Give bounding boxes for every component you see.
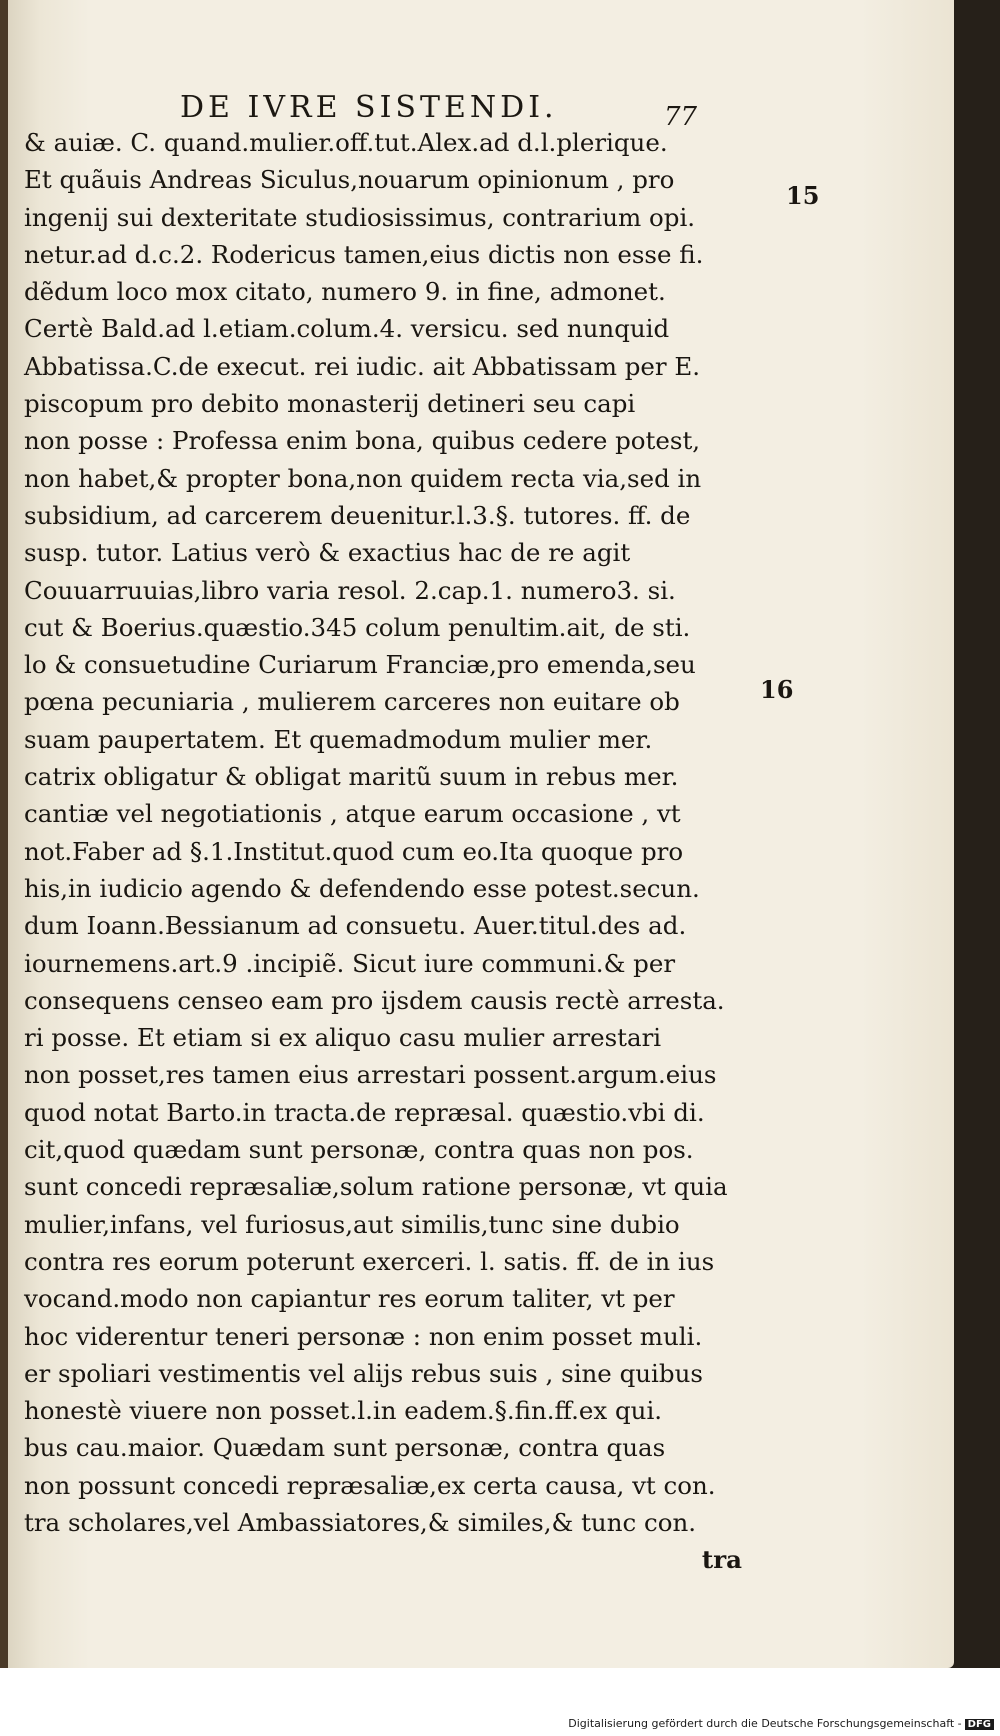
text-line: bus cau.maior. Quædam sunt personæ, contra quas	[24, 1433, 666, 1463]
text-line: hoc viderentur teneri personæ : non enim posset muli.	[24, 1321, 703, 1351]
marginal-number: 16	[760, 675, 794, 704]
dfg-logo: DFG	[965, 1719, 994, 1730]
text-line: catrix obligatur & obligat maritũ suum in rebus mer.	[24, 762, 679, 792]
text-line: ingenij sui dexteritate studiosissimus, contrarium opi.	[24, 202, 696, 232]
running-head: DE IVRE SISTENDI.	[180, 90, 558, 125]
text-line: & auiæ. C. quand.mulier.off.tut.Alex.ad d.l.plerique.	[24, 128, 668, 157]
text-line: quod notat Barto.in tracta.de repræsal. quæstio.vbi di.	[24, 1097, 705, 1127]
text-line: ri posse. Et etiam si ex aliquo casu mulier arrestari	[24, 1023, 662, 1053]
text-line: susp. tutor. Latius verò & exactius hac de re agit	[24, 538, 631, 568]
marginal-number: 15	[786, 181, 820, 210]
body-text	[24, 124, 744, 1579]
text-line: tra scholares,vel Ambassiatores,& similes,& tunc con.	[24, 1507, 697, 1537]
text-line: Couuarruuias,libro varia resol. 2.cap.1. numero3. si.	[24, 575, 676, 605]
catchword: tra	[701, 1545, 742, 1575]
text-line: piscopum pro debito monasterij detineri seu capi	[24, 389, 636, 419]
binding-edge	[0, 0, 8, 1668]
text-line: dum Ioann.Bessianum ad consuetu. Auer.titul.des ad.	[24, 911, 687, 941]
text-line: non habet,& propter bona,non quidem recta via,sed in	[24, 463, 702, 493]
text-line: honestè viuere non posset.l.in eadem.§.fin.ff.ex qui.	[24, 1396, 663, 1426]
page-number: 77	[664, 102, 698, 132]
text-line: Certè Bald.ad l.etiam.colum.4. versicu. sed nunquid	[24, 314, 670, 344]
text-line: netur.ad d.c.2. Rodericus tamen,eius dictis non esse fi.	[24, 239, 704, 269]
dfg-credit	[568, 1717, 994, 1730]
text-line: cut & Boerius.quæstio.345 colum penultim.ait, de sti.	[24, 612, 691, 642]
text-line: dẽdum loco mox citato, numero 9. in fine, admonet.	[24, 277, 666, 307]
credit-text: Digitalisierung gefördert durch die Deutsche Forschungsgemeinschaft -	[568, 1717, 962, 1730]
text-line: sunt concedi repræsaliæ,solum ratione personæ, vt quia	[24, 1172, 728, 1202]
text-line: contra res eorum poterunt exerceri. l. satis. ff. de in ius	[24, 1246, 715, 1276]
text-line: cantiæ vel negotiationis , atque earum occasione , vt	[24, 799, 681, 829]
text-line: Et quãuis Andreas Siculus,nouarum opinionum , pro	[24, 165, 675, 195]
text-line: subsidium, ad carcerem deuenitur.l.3.§. tutores. ff. de	[24, 500, 691, 530]
text-line: iournemens.art.9 .incipiẽ. Sicut iure communi.& per	[24, 948, 676, 978]
text-line: non posset,res tamen eius arrestari possent.argum.eius	[24, 1060, 717, 1090]
text-line: pœna pecuniaria , mulierem carceres non euitare ob	[24, 687, 680, 717]
text-line: er spoliari vestimentis vel alijs rebus suis , sine quibus	[24, 1358, 703, 1388]
text-line: consequens censeo eam pro ijsdem causis rectè arresta.	[24, 985, 725, 1015]
text-line: Abbatissa.C.de execut. rei iudic. ait Abbatissam per E.	[24, 351, 701, 381]
text-line: cit,quod quædam sunt personæ, contra quas non pos.	[24, 1135, 694, 1165]
text-line: mulier,infans, vel furiosus,aut similis,tunc sine dubio	[24, 1209, 680, 1239]
text-line: non posse : Professa enim bona, quibus cedere potest,	[24, 426, 701, 456]
text-line: his,in iudicio agendo & defendendo esse potest.secun.	[24, 873, 700, 903]
text-line: vocand.modo non capiantur res eorum taliter, vt per	[24, 1284, 675, 1314]
text-line: not.Faber ad §.1.Institut.quod cum eo.Ita quoque pro	[24, 836, 684, 866]
text-line: non possunt concedi repræsaliæ,ex certa causa, vt con.	[24, 1470, 716, 1500]
text-line: suam paupertatem. Et quemadmodum mulier mer.	[24, 724, 653, 754]
text-line: lo & consuetudine Curiarum Franciæ,pro emenda,seu	[24, 650, 696, 680]
